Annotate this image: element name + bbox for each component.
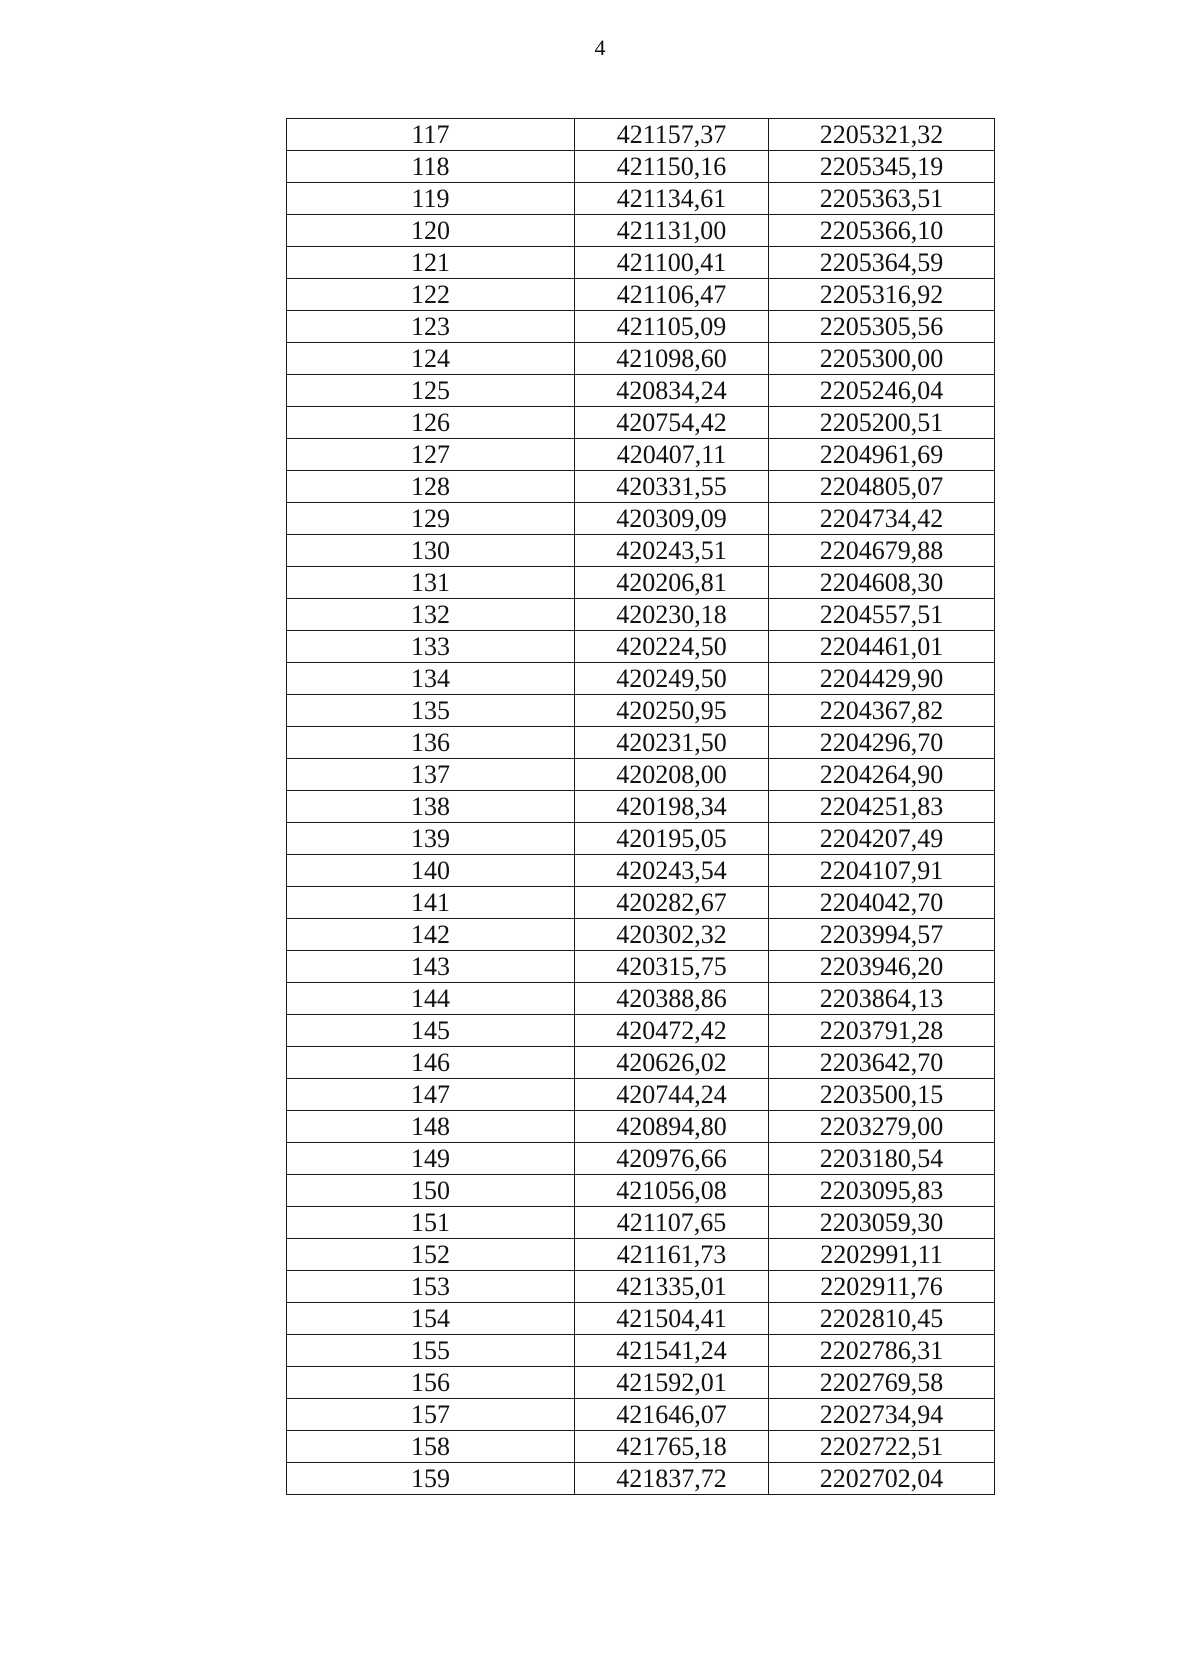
point-number-cell: 152 [287, 1239, 575, 1271]
y-coordinate-cell: 2205316,92 [769, 279, 995, 311]
table-row [287, 1367, 995, 1399]
y-coordinate-cell: 2203059,30 [769, 1207, 995, 1239]
x-coordinate-cell: 420472,42 [575, 1015, 769, 1047]
point-number-cell: 124 [287, 343, 575, 375]
point-number-cell: 146 [287, 1047, 575, 1079]
y-coordinate-cell: 2203994,57 [769, 919, 995, 951]
x-coordinate-cell: 421134,61 [575, 183, 769, 215]
point-number-cell: 138 [287, 791, 575, 823]
y-coordinate-cell: 2203946,20 [769, 951, 995, 983]
point-number-cell: 154 [287, 1303, 575, 1335]
point-number-cell: 120 [287, 215, 575, 247]
table-row [287, 695, 995, 727]
y-coordinate-cell: 2203279,00 [769, 1111, 995, 1143]
point-number-cell: 149 [287, 1143, 575, 1175]
x-coordinate-cell: 421100,41 [575, 247, 769, 279]
point-number-cell: 122 [287, 279, 575, 311]
table-row [287, 599, 995, 631]
point-number-cell: 133 [287, 631, 575, 663]
x-coordinate-cell: 420834,24 [575, 375, 769, 407]
x-coordinate-cell: 421131,00 [575, 215, 769, 247]
point-number-cell: 151 [287, 1207, 575, 1239]
y-coordinate-cell: 2205345,19 [769, 151, 995, 183]
table-row [287, 727, 995, 759]
point-number-cell: 136 [287, 727, 575, 759]
y-coordinate-cell: 2205246,04 [769, 375, 995, 407]
table-row [287, 119, 995, 151]
point-number-cell: 128 [287, 471, 575, 503]
table-row [287, 535, 995, 567]
point-number-cell: 153 [287, 1271, 575, 1303]
point-number-cell: 135 [287, 695, 575, 727]
point-number-cell: 118 [287, 151, 575, 183]
point-number-cell: 130 [287, 535, 575, 567]
x-coordinate-cell: 420744,24 [575, 1079, 769, 1111]
x-coordinate-cell: 420388,86 [575, 983, 769, 1015]
table-row [287, 1431, 995, 1463]
x-coordinate-cell: 420315,75 [575, 951, 769, 983]
y-coordinate-cell: 2204107,91 [769, 855, 995, 887]
y-coordinate-cell: 2204296,70 [769, 727, 995, 759]
y-coordinate-cell: 2202702,04 [769, 1463, 995, 1495]
y-coordinate-cell: 2205300,00 [769, 343, 995, 375]
table-body [287, 119, 995, 1495]
x-coordinate-cell: 421837,72 [575, 1463, 769, 1495]
point-number-cell: 150 [287, 1175, 575, 1207]
y-coordinate-cell: 2202734,94 [769, 1399, 995, 1431]
y-coordinate-cell: 2204805,07 [769, 471, 995, 503]
table-row [287, 631, 995, 663]
x-coordinate-cell: 420754,42 [575, 407, 769, 439]
x-coordinate-cell: 421592,01 [575, 1367, 769, 1399]
x-coordinate-cell: 420626,02 [575, 1047, 769, 1079]
x-coordinate-cell: 421107,65 [575, 1207, 769, 1239]
x-coordinate-cell: 420243,51 [575, 535, 769, 567]
point-number-cell: 123 [287, 311, 575, 343]
y-coordinate-cell: 2205366,10 [769, 215, 995, 247]
point-number-cell: 134 [287, 663, 575, 695]
y-coordinate-cell: 2203180,54 [769, 1143, 995, 1175]
table-row [287, 247, 995, 279]
y-coordinate-cell: 2204557,51 [769, 599, 995, 631]
table-row [287, 1271, 995, 1303]
y-coordinate-cell: 2204264,90 [769, 759, 995, 791]
table-row [287, 1079, 995, 1111]
y-coordinate-cell: 2202991,11 [769, 1239, 995, 1271]
x-coordinate-cell: 421541,24 [575, 1335, 769, 1367]
table-row [287, 663, 995, 695]
point-number-cell: 157 [287, 1399, 575, 1431]
x-coordinate-cell: 421161,73 [575, 1239, 769, 1271]
table-row [287, 343, 995, 375]
coordinates-table [286, 118, 995, 1495]
y-coordinate-cell: 2203791,28 [769, 1015, 995, 1047]
x-coordinate-cell: 421150,16 [575, 151, 769, 183]
point-number-cell: 142 [287, 919, 575, 951]
table-row [287, 503, 995, 535]
y-coordinate-cell: 2203095,83 [769, 1175, 995, 1207]
y-coordinate-cell: 2202722,51 [769, 1431, 995, 1463]
table-row [287, 1111, 995, 1143]
table-row [287, 151, 995, 183]
point-number-cell: 141 [287, 887, 575, 919]
y-coordinate-cell: 2205305,56 [769, 311, 995, 343]
table-row [287, 1303, 995, 1335]
table-row [287, 951, 995, 983]
table-row [287, 1143, 995, 1175]
y-coordinate-cell: 2205200,51 [769, 407, 995, 439]
point-number-cell: 125 [287, 375, 575, 407]
x-coordinate-cell: 420282,67 [575, 887, 769, 919]
point-number-cell: 117 [287, 119, 575, 151]
table-row [287, 919, 995, 951]
x-coordinate-cell: 421765,18 [575, 1431, 769, 1463]
y-coordinate-cell: 2203500,15 [769, 1079, 995, 1111]
table-row [287, 887, 995, 919]
table-row [287, 439, 995, 471]
point-number-cell: 131 [287, 567, 575, 599]
x-coordinate-cell: 420250,95 [575, 695, 769, 727]
x-coordinate-cell: 420331,55 [575, 471, 769, 503]
point-number-cell: 159 [287, 1463, 575, 1495]
y-coordinate-cell: 2202810,45 [769, 1303, 995, 1335]
table-row [287, 983, 995, 1015]
y-coordinate-cell: 2203864,13 [769, 983, 995, 1015]
point-number-cell: 145 [287, 1015, 575, 1047]
point-number-cell: 148 [287, 1111, 575, 1143]
table-row [287, 183, 995, 215]
table-row [287, 567, 995, 599]
y-coordinate-cell: 2202911,76 [769, 1271, 995, 1303]
y-coordinate-cell: 2204608,30 [769, 567, 995, 599]
table-row [287, 279, 995, 311]
x-coordinate-cell: 420249,50 [575, 663, 769, 695]
table-row [287, 759, 995, 791]
y-coordinate-cell: 2204251,83 [769, 791, 995, 823]
point-number-cell: 121 [287, 247, 575, 279]
y-coordinate-cell: 2204961,69 [769, 439, 995, 471]
y-coordinate-cell: 2204042,70 [769, 887, 995, 919]
point-number-cell: 126 [287, 407, 575, 439]
x-coordinate-cell: 420407,11 [575, 439, 769, 471]
y-coordinate-cell: 2204679,88 [769, 535, 995, 567]
y-coordinate-cell: 2205363,51 [769, 183, 995, 215]
table-row [287, 855, 995, 887]
table-row [287, 375, 995, 407]
point-number-cell: 139 [287, 823, 575, 855]
x-coordinate-cell: 420894,80 [575, 1111, 769, 1143]
table-row [287, 471, 995, 503]
x-coordinate-cell: 420976,66 [575, 1143, 769, 1175]
table-row [287, 1207, 995, 1239]
point-number-cell: 144 [287, 983, 575, 1015]
table-row [287, 215, 995, 247]
x-coordinate-cell: 420243,54 [575, 855, 769, 887]
x-coordinate-cell: 420231,50 [575, 727, 769, 759]
y-coordinate-cell: 2204207,49 [769, 823, 995, 855]
x-coordinate-cell: 420206,81 [575, 567, 769, 599]
x-coordinate-cell: 421504,41 [575, 1303, 769, 1335]
point-number-cell: 143 [287, 951, 575, 983]
table-row [287, 1335, 995, 1367]
point-number-cell: 129 [287, 503, 575, 535]
table-row [287, 1175, 995, 1207]
page-number: 4 [594, 35, 606, 60]
table-row [287, 1015, 995, 1047]
point-number-cell: 127 [287, 439, 575, 471]
point-number-cell: 147 [287, 1079, 575, 1111]
point-number-cell: 132 [287, 599, 575, 631]
x-coordinate-cell: 421646,07 [575, 1399, 769, 1431]
y-coordinate-cell: 2205321,32 [769, 119, 995, 151]
table-row [287, 791, 995, 823]
x-coordinate-cell: 421056,08 [575, 1175, 769, 1207]
table-row [287, 311, 995, 343]
x-coordinate-cell: 421335,01 [575, 1271, 769, 1303]
y-coordinate-cell: 2203642,70 [769, 1047, 995, 1079]
table-row [287, 1239, 995, 1271]
table-row [287, 407, 995, 439]
x-coordinate-cell: 420208,00 [575, 759, 769, 791]
y-coordinate-cell: 2204734,42 [769, 503, 995, 535]
point-number-cell: 156 [287, 1367, 575, 1399]
table-row [287, 1399, 995, 1431]
x-coordinate-cell: 421106,47 [575, 279, 769, 311]
point-number-cell: 119 [287, 183, 575, 215]
point-number-cell: 137 [287, 759, 575, 791]
point-number-cell: 140 [287, 855, 575, 887]
x-coordinate-cell: 421098,60 [575, 343, 769, 375]
x-coordinate-cell: 420198,34 [575, 791, 769, 823]
x-coordinate-cell: 420309,09 [575, 503, 769, 535]
y-coordinate-cell: 2204461,01 [769, 631, 995, 663]
point-number-cell: 155 [287, 1335, 575, 1367]
x-coordinate-cell: 420230,18 [575, 599, 769, 631]
table-row [287, 1047, 995, 1079]
x-coordinate-cell: 420224,50 [575, 631, 769, 663]
y-coordinate-cell: 2205364,59 [769, 247, 995, 279]
x-coordinate-cell: 420195,05 [575, 823, 769, 855]
y-coordinate-cell: 2204367,82 [769, 695, 995, 727]
y-coordinate-cell: 2204429,90 [769, 663, 995, 695]
y-coordinate-cell: 2202786,31 [769, 1335, 995, 1367]
y-coordinate-cell: 2202769,58 [769, 1367, 995, 1399]
x-coordinate-cell: 420302,32 [575, 919, 769, 951]
table-row [287, 823, 995, 855]
table-row [287, 1463, 995, 1495]
x-coordinate-cell: 421157,37 [575, 119, 769, 151]
point-number-cell: 158 [287, 1431, 575, 1463]
x-coordinate-cell: 421105,09 [575, 311, 769, 343]
